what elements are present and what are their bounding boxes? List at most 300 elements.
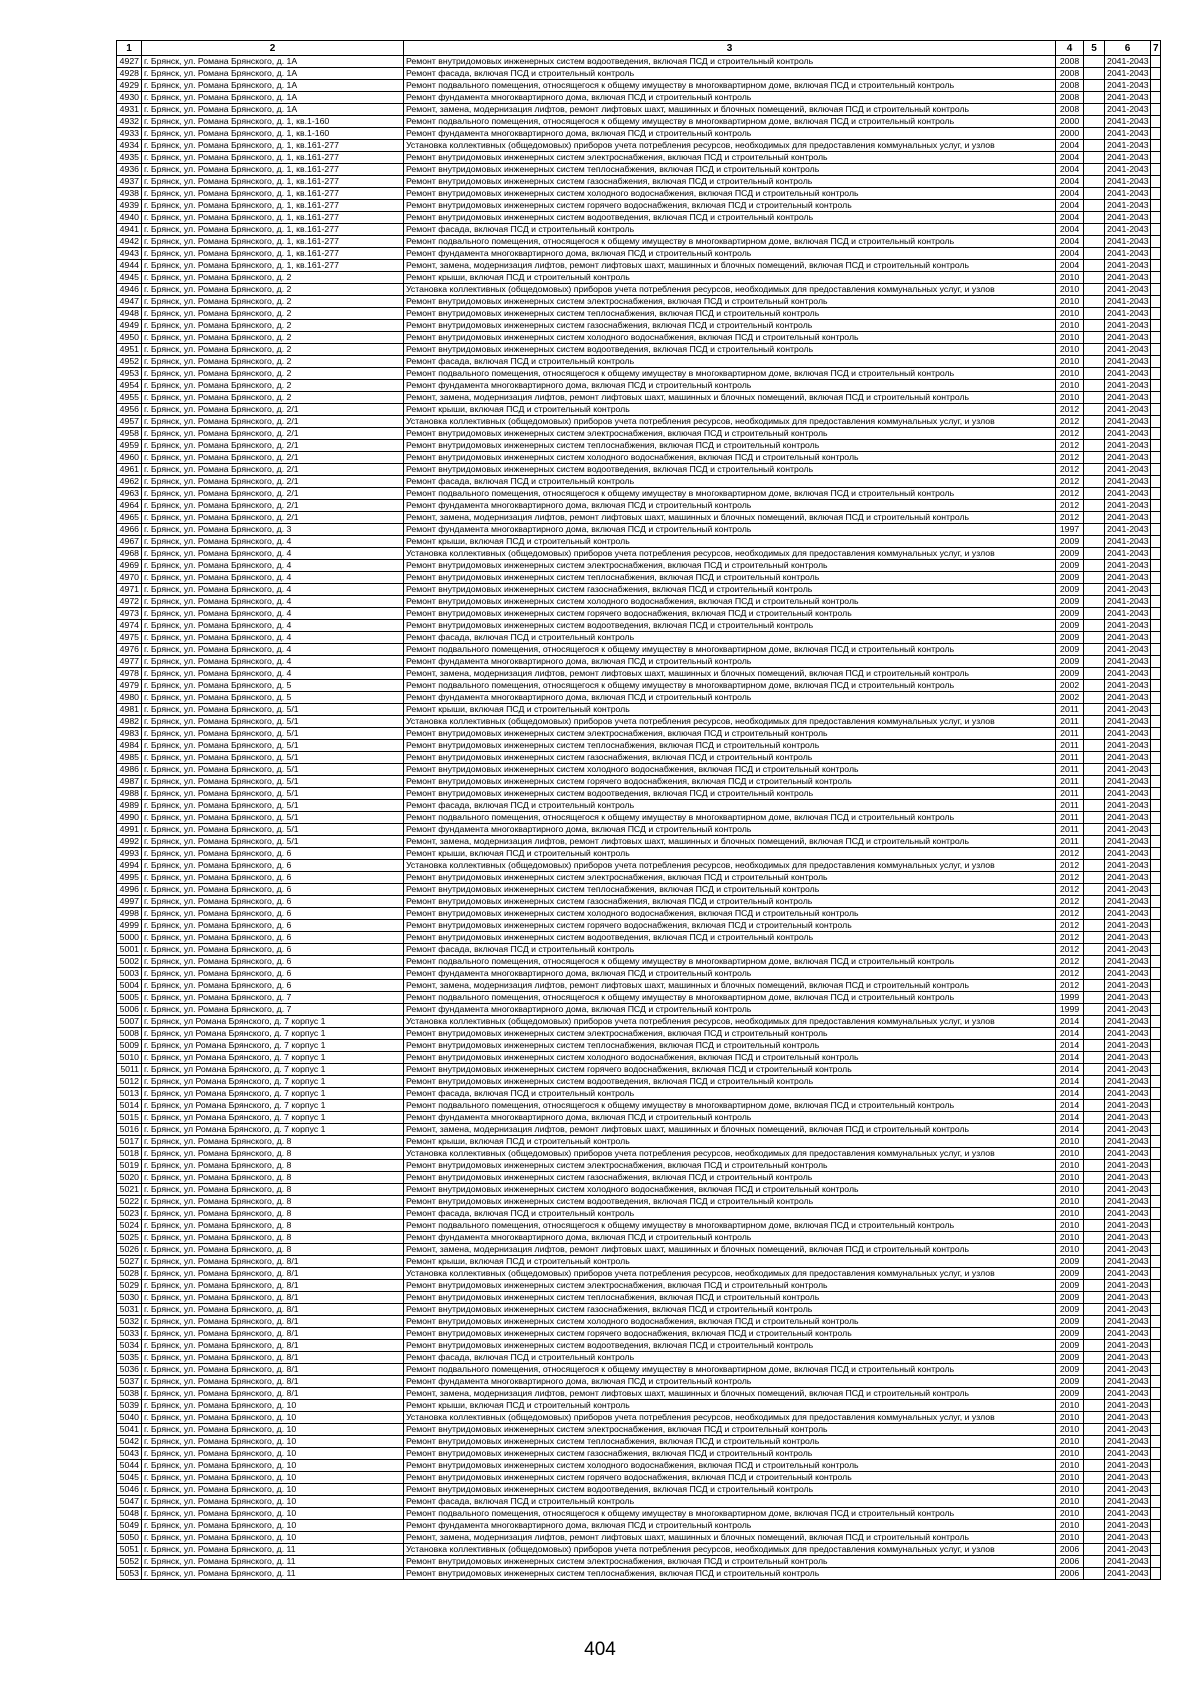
work-type-cell: Ремонт фундамента многоквартирного дома, включая ПСД и строительный контроль [404,92,1056,104]
extra-cell [1151,1244,1161,1256]
period-cell: 2041-2043 [1105,116,1151,128]
empty-cell [1084,1484,1105,1496]
empty-cell [1084,800,1105,812]
row-number: 5007 [117,1016,142,1028]
row-number: 4975 [117,632,142,644]
work-type-cell: Ремонт внутридомовых инженерных систем водоотведения, включая ПСД и строительный контроль [404,620,1056,632]
work-type-cell: Ремонт, замена, модернизация лифтов, ремонт лифтовых шахт, машинных и блочных помещений, включая ПСД и строительный контроль [404,104,1056,116]
address-cell: г. Брянск, ул. Романа Брянского, д. 2/1 [142,440,404,452]
year-cell: 2009 [1056,1256,1084,1268]
table-row [117,560,1161,572]
row-number: 5019 [117,1160,142,1172]
period-cell: 2041-2043 [1105,860,1151,872]
row-number: 4936 [117,164,142,176]
table-row [117,728,1161,740]
table-row [117,416,1161,428]
year-cell: 2006 [1056,1568,1084,1580]
extra-cell [1151,1448,1161,1460]
extra-cell [1151,1220,1161,1232]
empty-cell [1084,1136,1105,1148]
row-number: 4953 [117,368,142,380]
address-cell: г. Брянск, ул. Романа Брянского, д. 4 [142,620,404,632]
period-cell: 2041-2043 [1105,368,1151,380]
period-cell: 2041-2043 [1105,440,1151,452]
work-type-cell: Ремонт внутридомовых инженерных систем водоотведения, включая ПСД и строительный контроль [404,212,1056,224]
empty-cell [1084,752,1105,764]
year-cell: 2010 [1056,1532,1084,1544]
row-number: 5045 [117,1472,142,1484]
extra-cell [1151,1136,1161,1148]
address-cell: г. Брянск, ул. Романа Брянского, д. 6 [142,860,404,872]
year-cell: 2004 [1056,176,1084,188]
table-row [117,968,1161,980]
empty-cell [1084,908,1105,920]
work-type-cell: Ремонт внутридомовых инженерных систем теплоснабжения, включая ПСД и строительный контроль [404,1040,1056,1052]
empty-cell [1084,104,1105,116]
table-row [117,1460,1161,1472]
table-row [117,1544,1161,1556]
year-cell: 2010 [1056,392,1084,404]
period-cell: 2041-2043 [1105,836,1151,848]
period-cell: 2041-2043 [1105,1172,1151,1184]
period-cell: 2041-2043 [1105,1220,1151,1232]
year-cell: 2006 [1056,1544,1084,1556]
year-cell: 2010 [1056,1208,1084,1220]
work-type-cell: Ремонт внутридомовых инженерных систем электроснабжения, включая ПСД и строительный контроль [404,872,1056,884]
table-row [117,1448,1161,1460]
extra-cell [1151,1508,1161,1520]
address-cell: г. Брянск, ул. Романа Брянского, д. 2/1 [142,512,404,524]
work-type-cell: Ремонт крыши, включая ПСД и строительный контроль [404,1400,1056,1412]
work-type-cell: Ремонт внутридомовых инженерных систем холодного водоснабжения, включая ПСД и строительный контроль [404,332,1056,344]
table-row [117,368,1161,380]
year-cell: 2009 [1056,584,1084,596]
work-type-cell: Ремонт подвального помещения, относящегося к общему имуществу в многоквартирном доме, включая ПСД и строительный контроль [404,992,1056,1004]
extra-cell [1151,1208,1161,1220]
period-cell: 2041-2043 [1105,1568,1151,1580]
work-type-cell: Ремонт подвального помещения, относящегося к общему имуществу в многоквартирном доме, включая ПСД и строительный контроль [404,488,1056,500]
work-type-cell: Установка коллективных (общедомовых) приборов учета потребления ресурсов, необходимых для предоставления коммунальных услуг, и узлов [404,716,1056,728]
period-cell: 2041-2043 [1105,1484,1151,1496]
row-number: 4976 [117,644,142,656]
empty-cell [1084,1460,1105,1472]
extra-cell [1151,1352,1161,1364]
row-number: 4957 [117,416,142,428]
year-cell: 2008 [1056,104,1084,116]
table-row [117,1076,1161,1088]
extra-cell [1151,1304,1161,1316]
extra-cell [1151,812,1161,824]
header-row [117,41,1161,56]
period-cell: 2041-2043 [1105,212,1151,224]
row-number: 4940 [117,212,142,224]
work-type-cell: Ремонт, замена, модернизация лифтов, ремонт лифтовых шахт, машинных и блочных помещений, включая ПСД и строительный контроль [404,980,1056,992]
year-cell: 2012 [1056,404,1084,416]
work-type-cell: Ремонт внутридомовых инженерных систем горячего водоснабжения, включая ПСД и строительный контроль [404,1064,1056,1076]
period-cell: 2041-2043 [1105,1388,1151,1400]
work-type-cell: Ремонт внутридомовых инженерных систем водоотведения, включая ПСД и строительный контроль [404,788,1056,800]
address-cell: г. Брянск, ул. Романа Брянского, д. 5/1 [142,740,404,752]
year-cell: 2011 [1056,800,1084,812]
work-type-cell: Ремонт внутридомовых инженерных систем холодного водоснабжения, включая ПСД и строительный контроль [404,1184,1056,1196]
year-cell: 2011 [1056,788,1084,800]
row-number: 4927 [117,56,142,68]
empty-cell [1084,212,1105,224]
period-cell: 2041-2043 [1105,452,1151,464]
period-cell: 2041-2043 [1105,1268,1151,1280]
extra-cell [1151,452,1161,464]
table-row [117,1220,1161,1232]
table-row [117,824,1161,836]
address-cell: г. Брянск, ул. Романа Брянского, д. 6 [142,908,404,920]
extra-cell [1151,1292,1161,1304]
row-number: 5035 [117,1352,142,1364]
address-cell: г. Брянск, ул. Романа Брянского, д. 2 [142,320,404,332]
empty-cell [1084,524,1105,536]
row-number: 4979 [117,680,142,692]
empty-cell [1084,1316,1105,1328]
address-cell: г. Брянск, ул. Романа Брянского, д. 2/1 [142,500,404,512]
address-cell: г. Брянск, ул. Романа Брянского, д. 6 [142,884,404,896]
empty-cell [1084,248,1105,260]
address-cell: г. Брянск, ул. Романа Брянского, д. 3 [142,524,404,536]
extra-cell [1151,92,1161,104]
table-row [117,884,1161,896]
address-cell: г. Брянск, ул. Романа Брянского, д. 1, кв.161-277 [142,164,404,176]
address-cell: г. Брянск, ул. Романа Брянского, д. 5 [142,692,404,704]
address-cell: г. Брянск, ул. Романа Брянского, д. 8 [142,1232,404,1244]
row-number: 5031 [117,1304,142,1316]
row-number: 4990 [117,812,142,824]
row-number: 5029 [117,1280,142,1292]
period-cell: 2041-2043 [1105,380,1151,392]
row-number: 5030 [117,1292,142,1304]
row-number: 4947 [117,296,142,308]
work-type-cell: Ремонт, замена, модернизация лифтов, ремонт лифтовых шахт, машинных и блочных помещений, включая ПСД и строительный контроль [404,392,1056,404]
table-row [117,1004,1161,1016]
period-cell: 2041-2043 [1105,1064,1151,1076]
year-cell: 2010 [1056,1160,1084,1172]
period-cell: 2041-2043 [1105,1244,1151,1256]
row-number: 4970 [117,572,142,584]
empty-cell [1084,680,1105,692]
empty-cell [1084,788,1105,800]
period-cell: 2041-2043 [1105,1556,1151,1568]
period-cell: 2041-2043 [1105,416,1151,428]
row-number: 4931 [117,104,142,116]
empty-cell [1084,392,1105,404]
work-type-cell: Установка коллективных (общедомовых) приборов учета потребления ресурсов, необходимых для предоставления коммунальных услуг, и узлов [404,416,1056,428]
table-row [117,1112,1161,1124]
period-cell: 2041-2043 [1105,908,1151,920]
year-cell: 2011 [1056,716,1084,728]
empty-cell [1084,956,1105,968]
col-header-5: 5 [1084,41,1105,56]
table-row [117,692,1161,704]
row-number: 5025 [117,1232,142,1244]
row-number: 5023 [117,1208,142,1220]
table-row [117,548,1161,560]
year-cell: 2009 [1056,632,1084,644]
row-number: 5039 [117,1400,142,1412]
address-cell: г. Брянск, ул. Романа Брянского, д. 8 [142,1196,404,1208]
extra-cell [1151,1568,1161,1580]
table-row [117,344,1161,356]
work-type-cell: Ремонт внутридомовых инженерных систем горячего водоснабжения, включая ПСД и строительный контроль [404,1472,1056,1484]
empty-cell [1084,1568,1105,1580]
address-cell: г. Брянск, ул. Романа Брянского, д. 7 [142,992,404,1004]
empty-cell [1084,1148,1105,1160]
extra-cell [1151,1172,1161,1184]
table-row [117,1508,1161,1520]
table-row [117,272,1161,284]
empty-cell [1084,1352,1105,1364]
address-cell: г. Брянск, ул Романа Брянского, д. 7 корпус 1 [142,1112,404,1124]
row-number: 4958 [117,428,142,440]
period-cell: 2041-2043 [1105,1448,1151,1460]
period-cell: 2041-2043 [1105,680,1151,692]
extra-cell [1151,128,1161,140]
table-row [117,224,1161,236]
row-number: 5003 [117,968,142,980]
period-cell: 2041-2043 [1105,764,1151,776]
extra-cell [1151,968,1161,980]
extra-cell [1151,1040,1161,1052]
table-row [117,1352,1161,1364]
row-number: 4934 [117,140,142,152]
row-number: 5017 [117,1136,142,1148]
period-cell: 2041-2043 [1105,776,1151,788]
table-row [117,776,1161,788]
address-cell: г. Брянск, ул Романа Брянского, д. 7 корпус 1 [142,1076,404,1088]
address-cell: г. Брянск, ул. Романа Брянского, д. 4 [142,668,404,680]
work-type-cell: Ремонт внутридомовых инженерных систем водоотведения, включая ПСД и строительный контроль [404,1196,1056,1208]
empty-cell [1084,1196,1105,1208]
year-cell: 2012 [1056,956,1084,968]
address-cell: г. Брянск, ул. Романа Брянского, д. 5/1 [142,824,404,836]
work-schedule-table [116,40,1161,1580]
period-cell: 2041-2043 [1105,896,1151,908]
address-cell: г. Брянск, ул. Романа Брянского, д. 11 [142,1544,404,1556]
period-cell: 2041-2043 [1105,1328,1151,1340]
work-type-cell: Ремонт внутридомовых инженерных систем электроснабжения, включая ПСД и строительный контроль [404,296,1056,308]
work-type-cell: Ремонт внутридомовых инженерных систем холодного водоснабжения, включая ПСД и строительный контроль [404,188,1056,200]
table-row [117,956,1161,968]
extra-cell [1151,548,1161,560]
period-cell: 2041-2043 [1105,1208,1151,1220]
address-cell: г. Брянск, ул. Романа Брянского, д. 8 [142,1184,404,1196]
year-cell: 2000 [1056,128,1084,140]
year-cell: 2012 [1056,860,1084,872]
empty-cell [1084,740,1105,752]
work-type-cell: Установка коллективных (общедомовых) приборов учета потребления ресурсов, необходимых для предоставления коммунальных услуг, и узлов [404,1148,1056,1160]
table-row [117,428,1161,440]
work-type-cell: Ремонт фундамента многоквартирного дома, включая ПСД и строительный контроль [404,380,1056,392]
table-row [117,80,1161,92]
work-type-cell: Ремонт крыши, включая ПСД и строительный контроль [404,848,1056,860]
empty-cell [1084,92,1105,104]
work-type-cell: Ремонт подвального помещения, относящегося к общему имуществу в многоквартирном доме, включая ПСД и строительный контроль [404,368,1056,380]
address-cell: г. Брянск, ул. Романа Брянского, д. 1, кв.161-277 [142,260,404,272]
extra-cell [1151,1436,1161,1448]
empty-cell [1084,320,1105,332]
table-row [117,1244,1161,1256]
empty-cell [1084,1388,1105,1400]
address-cell: г. Брянск, ул. Романа Брянского, д. 2/1 [142,416,404,428]
row-number: 4944 [117,260,142,272]
empty-cell [1084,344,1105,356]
empty-cell [1084,764,1105,776]
period-cell: 2041-2043 [1105,1412,1151,1424]
empty-cell [1084,1244,1105,1256]
period-cell: 2041-2043 [1105,236,1151,248]
address-cell: г. Брянск, ул. Романа Брянского, д. 10 [142,1484,404,1496]
work-type-cell: Ремонт внутридомовых инженерных систем водоотведения, включая ПСД и строительный контроль [404,932,1056,944]
row-number: 5048 [117,1508,142,1520]
work-type-cell: Ремонт внутридомовых инженерных систем холодного водоснабжения, включая ПСД и строительный контроль [404,1316,1056,1328]
row-number: 5044 [117,1460,142,1472]
period-cell: 2041-2043 [1105,1472,1151,1484]
row-number: 5016 [117,1124,142,1136]
table-row [117,488,1161,500]
work-type-cell: Ремонт подвального помещения, относящегося к общему имуществу в многоквартирном доме, включая ПСД и строительный контроль [404,236,1056,248]
table-row [117,596,1161,608]
empty-cell [1084,416,1105,428]
work-type-cell: Ремонт подвального помещения, относящегося к общему имуществу в многоквартирном доме, включая ПСД и строительный контроль [404,956,1056,968]
work-type-cell: Ремонт фундамента многоквартирного дома, включая ПСД и строительный контроль [404,128,1056,140]
period-cell: 2041-2043 [1105,1544,1151,1556]
work-type-cell: Ремонт внутридомовых инженерных систем газоснабжения, включая ПСД и строительный контроль [404,896,1056,908]
empty-cell [1084,1412,1105,1424]
extra-cell [1151,944,1161,956]
empty-cell [1084,1544,1105,1556]
year-cell: 2004 [1056,260,1084,272]
empty-cell [1084,1172,1105,1184]
table-row [117,620,1161,632]
row-number: 5009 [117,1040,142,1052]
row-number: 5027 [117,1256,142,1268]
address-cell: г. Брянск, ул. Романа Брянского, д. 10 [142,1436,404,1448]
work-type-cell: Установка коллективных (общедомовых) приборов учета потребления ресурсов, необходимых для предоставления коммунальных услуг, и узлов [404,860,1056,872]
extra-cell [1151,992,1161,1004]
table-row [117,788,1161,800]
empty-cell [1084,848,1105,860]
empty-cell [1084,188,1105,200]
year-cell: 2009 [1056,1328,1084,1340]
period-cell: 2041-2043 [1105,1148,1151,1160]
table-row [117,1052,1161,1064]
period-cell: 2041-2043 [1105,296,1151,308]
extra-cell [1151,896,1161,908]
table-row [117,308,1161,320]
address-cell: г. Брянск, ул. Романа Брянского, д. 2/1 [142,464,404,476]
extra-cell [1151,164,1161,176]
row-number: 5022 [117,1196,142,1208]
extra-cell [1151,1364,1161,1376]
row-number: 5005 [117,992,142,1004]
row-number: 4946 [117,284,142,296]
address-cell: г. Брянск, ул. Романа Брянского, д. 1, кв.161-277 [142,176,404,188]
address-cell: г. Брянск, ул. Романа Брянского, д. 10 [142,1400,404,1412]
table-row [117,380,1161,392]
empty-cell [1084,968,1105,980]
year-cell: 2010 [1056,308,1084,320]
extra-cell [1151,416,1161,428]
period-cell: 2041-2043 [1105,488,1151,500]
table-row [117,1136,1161,1148]
year-cell: 2004 [1056,164,1084,176]
year-cell: 2010 [1056,1508,1084,1520]
row-number: 4933 [117,128,142,140]
empty-cell [1084,152,1105,164]
year-cell: 2004 [1056,212,1084,224]
year-cell: 2011 [1056,704,1084,716]
period-cell: 2041-2043 [1105,932,1151,944]
address-cell: г. Брянск, ул Романа Брянского, д. 7 корпус 1 [142,1124,404,1136]
year-cell: 2012 [1056,908,1084,920]
period-cell: 2041-2043 [1105,1424,1151,1436]
work-type-cell: Ремонт внутридомовых инженерных систем холодного водоснабжения, включая ПСД и строительный контроль [404,452,1056,464]
empty-cell [1084,1328,1105,1340]
address-cell: г. Брянск, ул. Романа Брянского, д. 10 [142,1520,404,1532]
extra-cell [1151,236,1161,248]
period-cell: 2041-2043 [1105,152,1151,164]
extra-cell [1151,536,1161,548]
table-row [117,716,1161,728]
extra-cell [1151,1268,1161,1280]
empty-cell [1084,1424,1105,1436]
row-number: 5043 [117,1448,142,1460]
period-cell: 2041-2043 [1105,1136,1151,1148]
work-type-cell: Ремонт внутридомовых инженерных систем электроснабжения, включая ПСД и строительный контроль [404,1160,1056,1172]
extra-cell [1151,68,1161,80]
period-cell: 2041-2043 [1105,56,1151,68]
address-cell: г. Брянск, ул. Романа Брянского, д. 5/1 [142,788,404,800]
period-cell: 2041-2043 [1105,464,1151,476]
row-number: 4981 [117,704,142,716]
address-cell: г. Брянск, ул. Романа Брянского, д. 5/1 [142,812,404,824]
table-row [117,656,1161,668]
empty-cell [1084,1448,1105,1460]
work-type-cell: Ремонт фундамента многоквартирного дома, включая ПСД и строительный контроль [404,1520,1056,1532]
address-cell: г. Брянск, ул. Романа Брянского, д. 8/1 [142,1280,404,1292]
year-cell: 2010 [1056,1484,1084,1496]
year-cell: 2009 [1056,1292,1084,1304]
table-row [117,1148,1161,1160]
row-number: 4972 [117,596,142,608]
period-cell: 2041-2043 [1105,1508,1151,1520]
table-row [117,812,1161,824]
row-number: 4932 [117,116,142,128]
address-cell: г. Брянск, ул. Романа Брянского, д. 7 [142,1004,404,1016]
year-cell: 2010 [1056,1496,1084,1508]
period-cell: 2041-2043 [1105,164,1151,176]
period-cell: 2041-2043 [1105,980,1151,992]
row-number: 4930 [117,92,142,104]
work-type-cell: Ремонт внутридомовых инженерных систем электроснабжения, включая ПСД и строительный контроль [404,560,1056,572]
period-cell: 2041-2043 [1105,1052,1151,1064]
work-type-cell: Ремонт фундамента многоквартирного дома, включая ПСД и строительный контроль [404,1004,1056,1016]
address-cell: г. Брянск, ул. Романа Брянского, д. 4 [142,632,404,644]
work-type-cell: Ремонт внутридомовых инженерных систем теплоснабжения, включая ПСД и строительный контроль [404,1292,1056,1304]
year-cell: 1997 [1056,524,1084,536]
table-row [117,1376,1161,1388]
year-cell: 2014 [1056,1052,1084,1064]
row-number: 4961 [117,464,142,476]
extra-cell [1151,248,1161,260]
address-cell: г. Брянск, ул. Романа Брянского, д. 2 [142,296,404,308]
empty-cell [1084,620,1105,632]
